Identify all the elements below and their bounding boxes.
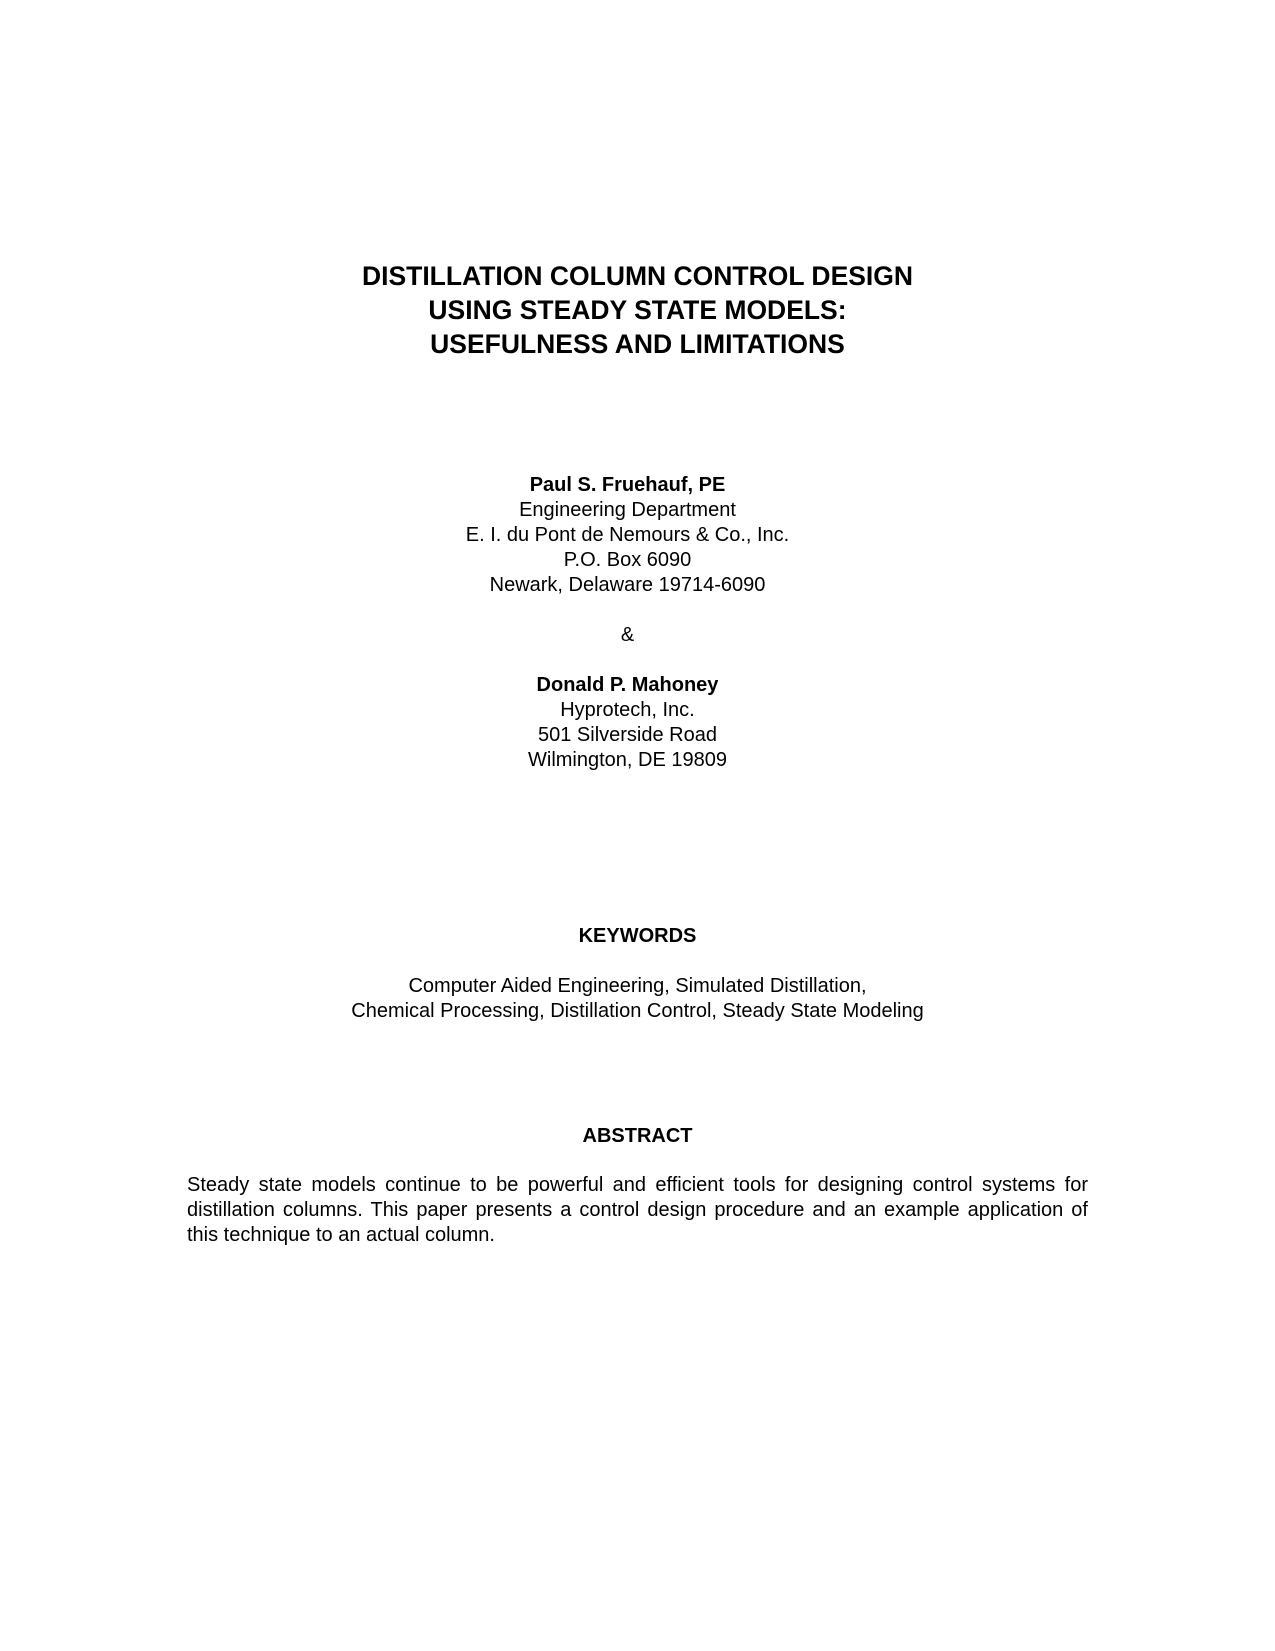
title-line-3: USEFULNESS AND LIMITATIONS — [430, 329, 845, 359]
author-affiliation-line: Newark, Delaware 19714-6090 — [489, 574, 766, 596]
author-block-2 — [0, 673, 1255, 773]
paper-title — [0, 259, 1275, 361]
author-name: Paul S. Fruehauf, PE — [529, 474, 726, 496]
author-affiliation-line: P.O. Box 6090 — [563, 549, 692, 571]
title-line-1: DISTILLATION COLUMN CONTROL DESIGN — [361, 261, 914, 291]
author-affiliation-line: 501 Silverside Road — [538, 724, 717, 746]
author-name: Donald P. Mahoney — [536, 674, 719, 696]
abstract-heading: ABSTRACT — [582, 1125, 693, 1147]
author-separator: & — [620, 624, 635, 646]
author-affiliation-line: Wilmington, DE 19809 — [528, 749, 727, 771]
keywords-heading: KEYWORDS — [578, 925, 697, 947]
author-affiliation-line: Engineering Department — [519, 499, 736, 521]
author-affiliation-line: Hyprotech, Inc. — [560, 699, 695, 721]
abstract-text: Steady state models continue to be powerful and efficient tools for designing control systems for distillation columns. This paper presents a control design procedure and an example application of this technique to an actual column. — [187, 1174, 1088, 1246]
keywords-line: Chemical Processing, Distillation Control, Steady State Modeling — [351, 1000, 924, 1022]
title-line-2: USING STEADY STATE MODELS: — [428, 295, 847, 325]
keywords-line: Computer Aided Engineering, Simulated Distillation, — [408, 975, 867, 997]
keywords-list — [0, 974, 1275, 1024]
author-affiliation-line: E. I. du Pont de Nemours & Co., Inc. — [465, 524, 790, 546]
author-block-1 — [0, 473, 1255, 598]
